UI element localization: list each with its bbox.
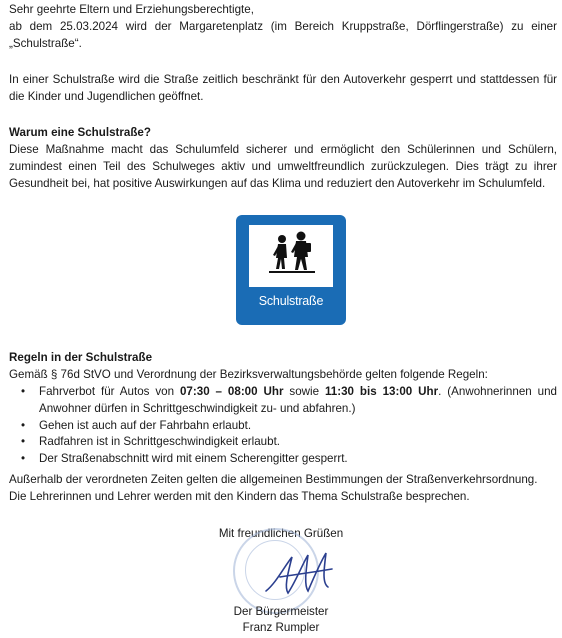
why-text: Diese Maßnahme macht das Schulumfeld sicherer und ermöglicht den Schülerinnen und Schülern, zumindest einen Teil des Schulweges aktiv und umweltfreundlich zurückzulegen. Dies trägt zu ihrer Gesundheit bei, hat positive Auswirkungen auf das Klima und reduziert den Autoverkehr im Schulumfeld. — [9, 143, 557, 190]
school-street-sign — [236, 215, 346, 325]
rule-item-car-ban: • Fahrverbot für Autos von 07:30 – 08:00 Uhr sowie 11:30 bis 13:00 Uhr. (Anwohnerinnen und Anwohner dürfen in Schrittgeschwindigkeit zu- und abfahren.) — [9, 384, 557, 418]
closing-greeting: Mit freundlichen Grüßen — [218, 527, 344, 540]
rules-intro: Gemäß § 76d StVO und Verordnung der Bezirksverwaltungsbehörde gelten folgende Regeln: — [9, 368, 488, 381]
rules-heading: Regeln in der Schulstraße — [9, 351, 153, 364]
outside-hours-text: Außerhalb der verordneten Zeiten gelten die allgemeinen Bestimmungen der Straßenverkehrsordnung. — [9, 473, 538, 486]
explanation: In einer Schulstraße wird die Straße zeitlich beschränkt für den Autoverkehr gesperrt und stattdessen für die Kinder und Jugendlichen geöffnet. — [9, 73, 557, 103]
signatory-title: Der Bürgermeister — [233, 605, 329, 618]
sign-pictogram — [249, 225, 333, 287]
sign-plate — [236, 215, 346, 325]
rule-item-barrier: • Der Straßenabschnitt wird mit einem Scherengitter gesperrt. — [9, 451, 557, 468]
teachers-text: Die Lehrerinnen und Lehrer werden mit den Kindern das Thema Schulstraße besprechen. — [9, 490, 470, 503]
children-walking-icon — [249, 225, 333, 287]
rule-item-walking: • Gehen ist auch auf der Fahrbahn erlaubt. — [9, 418, 557, 435]
announcement: ab dem 25.03.2024 wird der Margaretenplatz (im Bereich Kruppstraße, Dörflingerstraße) zu einer „Schulstraße“. — [9, 20, 557, 50]
signatory-name: Franz Rumpler — [242, 621, 320, 634]
signature — [262, 547, 342, 602]
rule-item-cycling: • Radfahren ist in Schrittgeschwindigkeit erlaubt. — [9, 434, 557, 451]
why-heading: Warum eine Schulstraße? — [9, 126, 151, 139]
sign-label: Schulstraße — [258, 294, 324, 308]
salutation: Sehr geehrte Eltern und Erziehungsberechtigte, — [9, 3, 254, 16]
rules-list — [9, 384, 557, 468]
